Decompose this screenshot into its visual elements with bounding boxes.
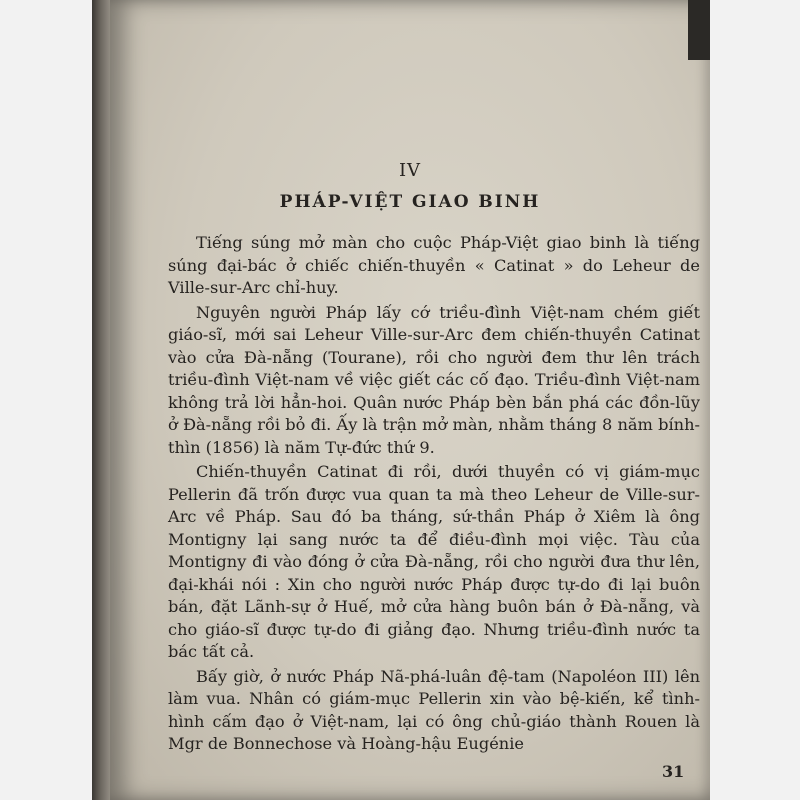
background-edge bbox=[688, 0, 710, 60]
paragraph-3: Chiến-thuyền Catinat đi rồi, dưới thuyền có vị giám-mục Pellerin đã trốn được vua quan ta mà theo Leheur de Ville-sur-Arc về Pháp. Sau đó ba tháng, sứ-thần Pháp ở Xiêm là ông Montigny lại sang nước ta để điều-đình mọi việc. Tàu của Montigny đi vào đóng ở cửa Đà-nẵng, rồi cho người đưa thư lên, đại-khái nói : Xin cho người nước Pháp được tự-do đi lại buôn bán, đặt Lãnh-sự ở Huế, mở cửa hàng buôn bán ở Đà-nẵng, và cho giáo-sĩ được tự-do đi giảng đạo. Nhưng triều-đình nước ta bác tất cả. bbox=[168, 462, 700, 661]
paragraph-2: Nguyên người Pháp lấy cớ triều-đình Việt-nam chém giết giáo-sĩ, mới sai Leheur Ville-sur-Arc đem chiến-thuyền Catinat vào cửa Đà-nẵng (Tourane), rồi cho người đem thư lên trách triều-đình Việt-nam về việc giết các cố đạo. Triều-đình Việt-nam không trả lời hẳn-hoi. Quân nước Pháp bèn bắn phá các đồn-lũy ở Đà-nẵng rồi bỏ đi. Ấy là trận mở màn, nhằm tháng 8 năm bính-thìn (1856) là năm Tự-đức thứ 9. bbox=[168, 302, 700, 457]
chapter-title: PHÁP-VIỆT GIAO BINH bbox=[279, 192, 541, 212]
body-text bbox=[168, 232, 700, 758]
page-number: 31 bbox=[662, 762, 685, 781]
paragraph-4: Bấy giờ, ở nước Pháp Nã-phá-luân đệ-tam (Napoléon III) lên làm vua. Nhân có giám-mục Pellerin xin vào bệ-kiến, kể tình-hình cấm đạo ở Việt-nam, lại có ông chủ-giáo thành Rouen là Mgr de Bonnechose và Hoàng-hậu Eugénie bbox=[168, 666, 700, 753]
paragraph-1: Tiếng súng mở màn cho cuộc Pháp-Việt giao binh là tiếng súng đại-bác ở chiếc chiến-thuyền « Catinat » do Leheur de Ville-sur-Arc chỉ-huy. bbox=[168, 233, 700, 297]
book-spine bbox=[92, 0, 112, 800]
book-page bbox=[110, 0, 710, 800]
chapter-number: IV bbox=[398, 160, 422, 181]
